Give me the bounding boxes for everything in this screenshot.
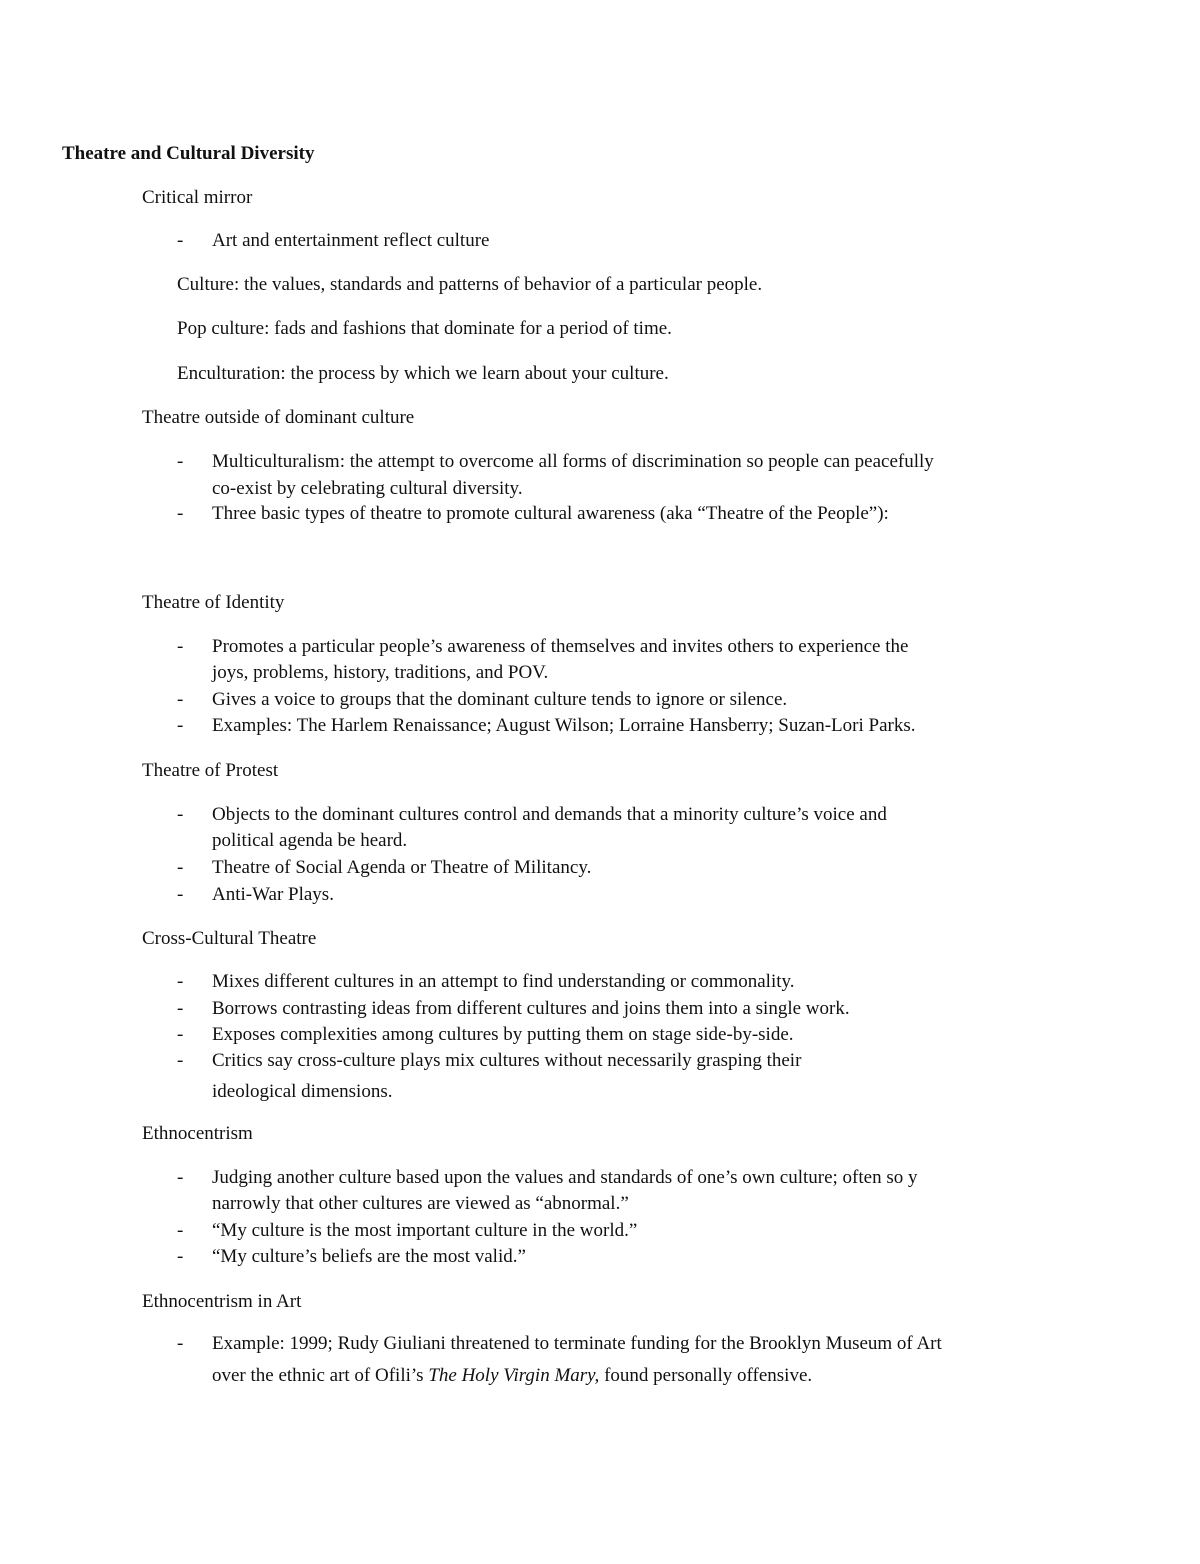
bullet-text: Exposes complexities among cultures by putting them on stage side-by-side. (212, 1024, 794, 1045)
text-run: found personally offensive. (599, 1365, 813, 1386)
document-title: Theatre and Cultural Diversity (62, 143, 315, 164)
bullet-text: “My culture’s beliefs are the most valid.” (212, 1246, 526, 1267)
bullet-dash: - (177, 857, 184, 878)
heading-protest: Theatre of Protest (142, 760, 279, 781)
bullet-dash: - (177, 1050, 184, 1071)
bullet-dash: - (177, 804, 184, 825)
bullet-text: Judging another culture based upon the values and standards of one’s own culture; often so y (212, 1167, 918, 1188)
bullet-text: Mixes different cultures in an attempt to find understanding or commonality. (212, 971, 795, 992)
bullet-text-continuation: political agenda be heard. (212, 830, 408, 851)
bullet-dash: - (177, 1220, 184, 1241)
bullet-text: Gives a voice to groups that the dominant culture tends to ignore or silence. (212, 689, 788, 710)
bullet-text: Three basic types of theatre to promote cultural awareness (aka “Theatre of the People”): (212, 503, 889, 524)
bullet-dash: - (177, 998, 184, 1019)
bullet-text: Examples: The Harlem Renaissance; August Wilson; Lorraine Hansberry; Suzan-Lori Parks. (212, 715, 916, 736)
bullet-text: “My culture is the most important culture in the world.” (212, 1220, 638, 1241)
bullet-text: Borrows contrasting ideas from different cultures and joins them into a single work. (212, 998, 850, 1019)
bullet-dash: - (177, 230, 184, 251)
heading-ethnocentrism: Ethnocentrism (142, 1123, 253, 1144)
bullet-text-continuation: joys, problems, history, traditions, and POV. (212, 662, 549, 683)
bullet-text: Example: 1999; Rudy Giuliani threatened to terminate funding for the Brooklyn Museum of Art (212, 1333, 942, 1354)
bullet-text: Art and entertainment reflect culture (212, 230, 490, 251)
heading-cross-cultural: Cross-Cultural Theatre (142, 928, 317, 949)
bullet-text-continuation: ideological dimensions. (212, 1081, 393, 1102)
bullet-dash: - (177, 503, 184, 524)
bullet-dash: - (177, 971, 184, 992)
bullet-dash: - (177, 451, 184, 472)
bullet-text-continuation: co-exist by celebrating cultural diversity. (212, 478, 523, 499)
heading-outside-dominant: Theatre outside of dominant culture (142, 407, 415, 428)
bullet-dash: - (177, 636, 184, 657)
heading-ethnocentrism-art: Ethnocentrism in Art (142, 1291, 302, 1312)
definition-enculturation: Enculturation: the process by which we learn about your culture. (177, 363, 669, 384)
text-run: over the ethnic art of Ofili’s (212, 1365, 429, 1386)
bullet-text: Anti-War Plays. (212, 884, 334, 905)
bullet-dash: - (177, 1246, 184, 1267)
bullet-text-continuation: narrowly that other cultures are viewed as “abnormal.” (212, 1193, 629, 1214)
heading-critical-mirror: Critical mirror (142, 187, 253, 208)
bullet-text: Theatre of Social Agenda or Theatre of Militancy. (212, 857, 592, 878)
bullet-text: Objects to the dominant cultures control and demands that a minority culture’s voice and (212, 804, 887, 825)
definition-pop-culture: Pop culture: fads and fashions that dominate for a period of time. (177, 318, 672, 339)
bullet-dash: - (177, 689, 184, 710)
bullet-dash: - (177, 1167, 184, 1188)
bullet-dash: - (177, 1333, 184, 1354)
bullet-text-continuation (212, 1365, 812, 1387)
bullet-text: Critics say cross-culture plays mix cultures without necessarily grasping their (212, 1050, 802, 1071)
definition-culture: Culture: the values, standards and patterns of behavior of a particular people. (177, 274, 763, 295)
heading-identity: Theatre of Identity (142, 592, 285, 613)
bullet-text: Promotes a particular people’s awareness of themselves and invites others to experience the (212, 636, 909, 657)
bullet-dash: - (177, 1024, 184, 1045)
bullet-dash: - (177, 884, 184, 905)
artwork-title: The Holy Virgin Mary, (428, 1365, 600, 1386)
bullet-text: Multiculturalism: the attempt to overcome all forms of discrimination so people can peacefully (212, 451, 934, 472)
bullet-dash: - (177, 715, 184, 736)
